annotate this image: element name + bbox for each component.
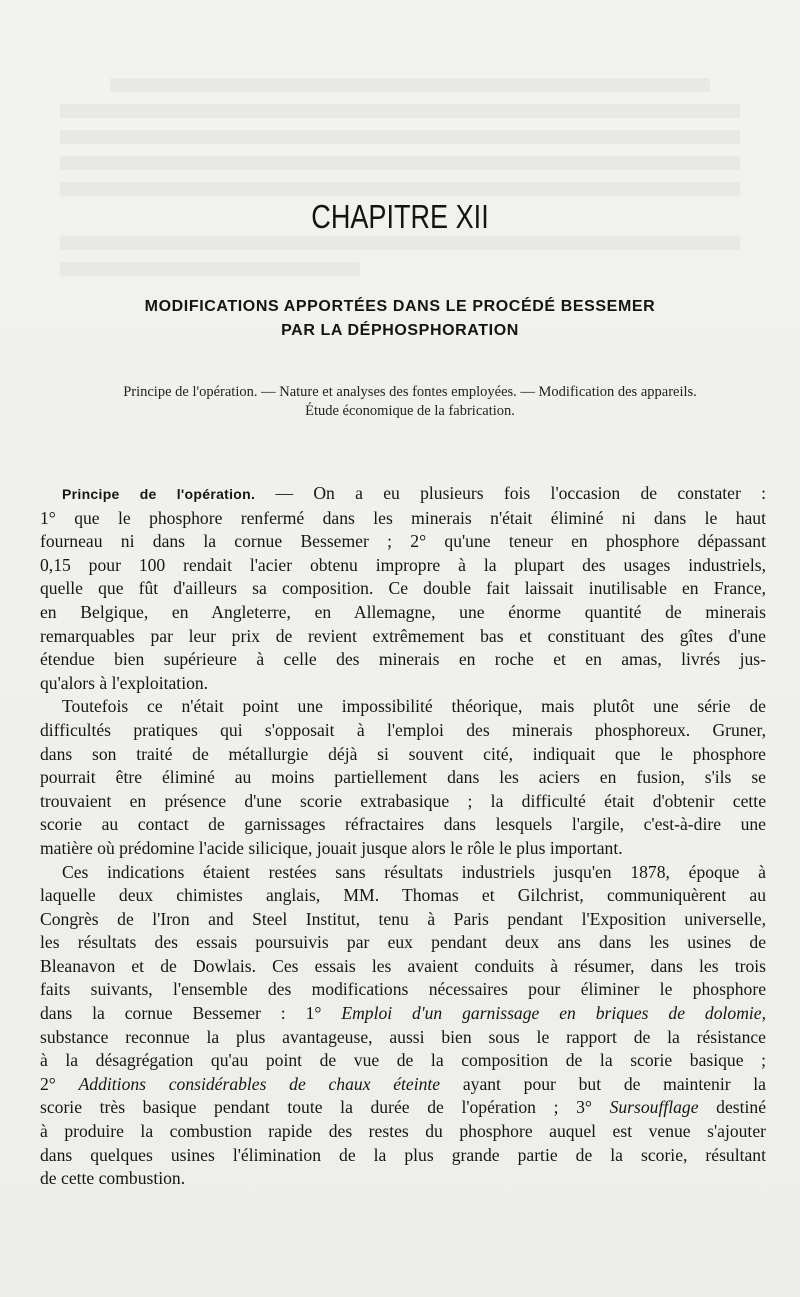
italic-run: Additions considérables de chaux éteinte	[78, 1073, 441, 1094]
paragraph-thomas-gilchrist-cont	[40, 1002, 766, 1026]
text-line: à produire la combustion rapide des restes du phosphore auquel est venue s'ajouter	[40, 1121, 766, 1142]
text-run: ayant pour but de maintenir la	[440, 1073, 766, 1094]
text-line: faits suivants, l'ensemble des modifications nécessaires pour éliminer le phosphore	[40, 979, 766, 1000]
text-run: scorie très basique pendant toute la durée de l'opération ; 3°	[40, 1097, 610, 1118]
bleed-through-shadow	[60, 104, 740, 118]
text-line: dans son traité de métallurgie déjà si souvent cité, indiquait que le phosphore	[40, 743, 766, 764]
chapter-summary-line-1: Principe de l'opération. — Nature et analyses des fontes employées. — Modification des appareils.	[123, 384, 697, 400]
paragraph-thomas-gilchrist	[40, 861, 766, 885]
paragraph-principle-cont	[40, 672, 766, 696]
paragraph-thomas-gilchrist-cont	[40, 931, 766, 955]
bleed-through-shadow	[60, 156, 740, 170]
body-text	[40, 482, 766, 1191]
run-in-heading: Principe de l'opération.	[62, 486, 256, 502]
paragraph-difficulties-cont	[40, 813, 766, 837]
text-line: fourneau ni dans la cornue Bessemer ; 2° qu'une teneur en phosphore dépassant	[40, 531, 766, 552]
paragraph-principle-cont	[40, 625, 766, 649]
paragraph-principle-cont	[40, 648, 766, 672]
paragraph-difficulties-cont	[40, 837, 766, 861]
paragraph-thomas-gilchrist-cont	[40, 1144, 766, 1168]
text-line: à la désagrégation qu'au point de vue de la composition de la scorie basique ;	[40, 1050, 766, 1071]
text-line: Bleanavon et de Dowlais. Ces essais les avaient conduits à résumer, dans les trois	[40, 955, 766, 976]
paragraph-thomas-gilchrist-cont	[40, 1026, 766, 1050]
text-line: remarquables par leur prix de revient extrêmement bas et constituant des gîtes d'une	[40, 625, 766, 646]
paragraph-thomas-gilchrist-cont	[40, 1096, 766, 1120]
italic-run: Emploi d'un garnissage en briques de dolomie,	[341, 1003, 766, 1024]
text-run: dans la cornue Bessemer : 1°	[40, 1003, 342, 1024]
text-line: pourrait être éliminé au moins partiellement dans les aciers en fusion, s'ils se	[40, 767, 766, 788]
text-line: substance reconnue la plus avantageuse, aussi bien sous le rapport de la résistance	[40, 1026, 766, 1047]
text-line	[40, 1002, 766, 1026]
text-line: en Belgique, en Angleterre, en Allemagne, une énorme quantité de minerais	[40, 601, 766, 622]
bleed-through-shadow	[110, 78, 710, 92]
text-line: dans quelques usines l'élimination de la plus grande partie de la scorie, résultant	[40, 1144, 766, 1165]
text-line	[40, 1073, 766, 1097]
text-line: Congrès de l'Iron and Steel Institut, tenu à Paris pendant l'Exposition universelle,	[40, 908, 766, 929]
paragraph-principle	[40, 482, 766, 507]
paragraph-thomas-gilchrist-cont	[40, 1120, 766, 1144]
chapter-title-line-2: PAR LA DÉPHOSPHORATION	[281, 322, 519, 339]
paragraph-principle-cont	[40, 601, 766, 625]
bleed-through-shadow	[60, 130, 740, 144]
paragraph-difficulties-cont	[40, 743, 766, 767]
text-run: destiné	[698, 1097, 766, 1118]
paragraph-thomas-gilchrist-cont	[40, 908, 766, 932]
text-line: difficultés pratiques qui s'opposait à l'emploi des minerais phosphoreux. Gruner,	[40, 719, 766, 740]
text-line: quelle que fût d'ailleurs sa composition. Ce double fait laissait inutilisable en France,	[40, 578, 766, 599]
text-line: laquelle deux chimistes anglais, MM. Thomas et Gilchrist, communiquèrent au	[40, 885, 766, 906]
paragraph-difficulties	[40, 695, 766, 719]
paragraph-thomas-gilchrist-cont	[40, 884, 766, 908]
chapter-heading: CHAPITRE XII	[311, 198, 489, 235]
text-line: qu'alors à l'exploitation.	[40, 672, 209, 693]
text-line: 1° que le phosphore renfermé dans les minerais n'était éliminé ni dans le haut	[40, 507, 766, 528]
paragraph-difficulties-cont	[40, 766, 766, 790]
paragraph-thomas-gilchrist-cont	[40, 1049, 766, 1073]
text-line: les résultats des essais poursuivis par eux pendant deux ans dans les usines de	[40, 932, 766, 953]
text-run: 2°	[40, 1073, 79, 1094]
text-line: matière où prédomine l'acide silicique, jouait jusque alors le rôle le plus important.	[40, 837, 623, 858]
text-line: — On a eu plusieurs fois l'occasion de constater :	[255, 483, 766, 503]
text-line: de cette combustion.	[40, 1168, 186, 1189]
text-line: Ces indications étaient restées sans résultats industriels jusqu'en 1878, époque à	[62, 861, 766, 882]
paragraph-thomas-gilchrist-cont	[40, 955, 766, 979]
text-line: Toutefois ce n'était point une impossibilité théorique, mais plutôt une série de	[62, 696, 766, 717]
paragraph-principle-cont	[40, 507, 766, 531]
bleed-through-shadow	[60, 182, 740, 196]
paragraph-difficulties-cont	[40, 719, 766, 743]
chapter-title-line-1: MODIFICATIONS APPORTÉES DANS LE PROCÉDÉ BESSEMER	[144, 298, 656, 315]
paragraph-difficulties-cont	[40, 790, 766, 814]
paragraph-thomas-gilchrist-cont	[40, 1073, 766, 1097]
paragraph-thomas-gilchrist-cont	[40, 1167, 766, 1191]
bleed-through-shadow	[60, 262, 360, 276]
italic-run: Sursoufflage	[609, 1097, 699, 1118]
text-line: scorie au contact de garnissages réfractaires dans lesquels l'argile, c'est-à-dire une	[40, 814, 766, 835]
text-line: 0,15 pour 100 rendait l'acier obtenu impropre à la plupart des usages industriels,	[40, 554, 766, 575]
text-line: étendue bien supérieure à celle des minerais en roche et en amas, livrés jus-	[40, 649, 766, 670]
paragraph-principle-cont	[40, 577, 766, 601]
paragraph-principle-cont	[40, 554, 766, 578]
text-line: trouvaient en présence d'une scorie extrabasique ; la difficulté était d'obtenir cette	[40, 790, 766, 811]
chapter-summary-line-2: Étude économique de la fabrication.	[305, 403, 515, 419]
bleed-through-shadow	[60, 236, 740, 250]
paragraph-principle-cont	[40, 530, 766, 554]
paragraph-thomas-gilchrist-cont	[40, 978, 766, 1002]
text-line	[40, 1096, 766, 1120]
